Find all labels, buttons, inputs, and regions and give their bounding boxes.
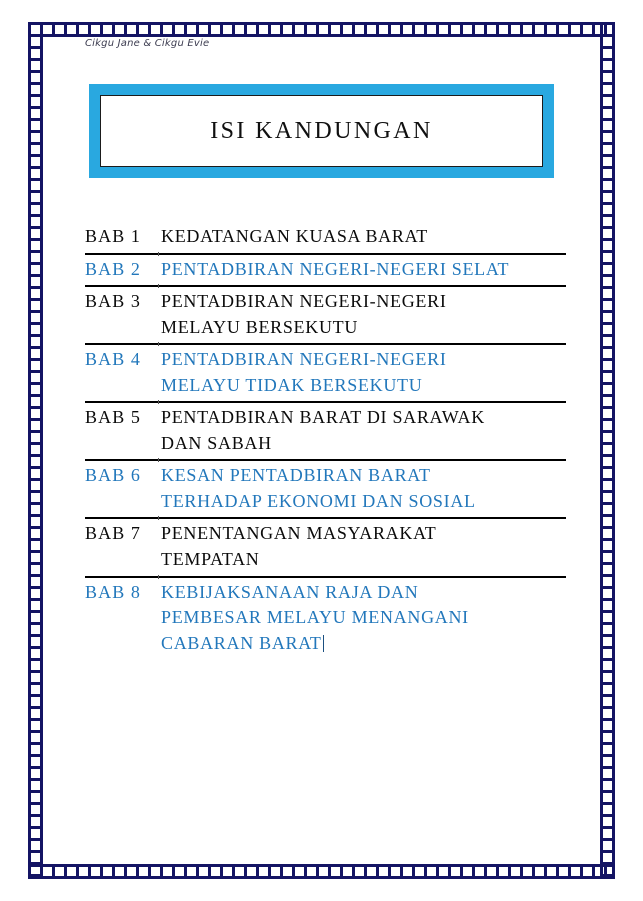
chapter-title [161, 347, 566, 398]
chapter-number: BAB 5 [85, 407, 142, 428]
chapter-title-line: PENENTANGAN MASYARAKAT [161, 523, 437, 544]
chapter-title-line: PENTADBIRAN NEGERI-NEGERI [161, 291, 447, 312]
table-row[interactable] [85, 255, 566, 288]
table-row[interactable] [85, 461, 566, 519]
chapter-title-line: KEBIJAKSANAAN RAJA DAN [161, 581, 419, 602]
chapter-number: BAB 7 [85, 523, 142, 544]
chapter-title [161, 405, 566, 456]
chapter-title [161, 521, 566, 572]
chapter-title-line: KEDATANGAN KUASA BARAT [161, 226, 428, 246]
page-title: ISI KANDUNGAN [210, 117, 433, 144]
text-caret [323, 635, 324, 652]
chapter-title [161, 224, 566, 250]
chapter-title [161, 289, 566, 340]
chapter-number: BAB 2 [85, 258, 142, 279]
chapter-number: BAB 6 [85, 465, 142, 486]
chapter-title-line: CABARAN BARAT [161, 632, 322, 653]
chapter-title-line: PEMBESAR MELAYU MENANGANI [161, 607, 469, 628]
chapter-title-line: PENTADBIRAN NEGERI-NEGERI SELAT [161, 258, 510, 279]
chapter-title-line: TEMPATAN [161, 549, 260, 570]
chapter-title-line: MELAYU TIDAK BERSEKUTU [161, 374, 423, 395]
table-row[interactable] [85, 222, 566, 255]
title-banner-inner [100, 95, 543, 167]
chapter-title-line: PENTADBIRAN NEGERI-NEGERI [161, 349, 447, 370]
table-row[interactable] [85, 578, 566, 660]
table-row[interactable] [85, 345, 566, 403]
chapter-title-line: MELAYU BERSEKUTU [161, 316, 359, 337]
table-row[interactable] [85, 519, 566, 577]
byline: Cikgu Jane & Cikgu Evie [85, 38, 210, 49]
chapter-number: BAB 1 [85, 226, 142, 246]
chapter-title-line: KESAN PENTADBIRAN BARAT [161, 465, 431, 486]
chapter-number: BAB 3 [85, 291, 142, 312]
chapter-title-line: PENTADBIRAN BARAT DI SARAWAK [161, 407, 485, 428]
chapter-title [161, 257, 566, 283]
table-of-contents [85, 222, 566, 659]
table-row[interactable] [85, 287, 566, 345]
chapter-title [161, 463, 566, 514]
chapter-title-line: TERHADAP EKONOMI DAN SOSIAL [161, 490, 476, 511]
table-row[interactable] [85, 403, 566, 461]
title-banner [89, 84, 554, 178]
chapter-number: BAB 4 [85, 349, 142, 370]
chapter-title-line: DAN SABAH [161, 432, 272, 453]
chapter-title [161, 580, 566, 657]
chapter-number: BAB 8 [85, 581, 142, 602]
